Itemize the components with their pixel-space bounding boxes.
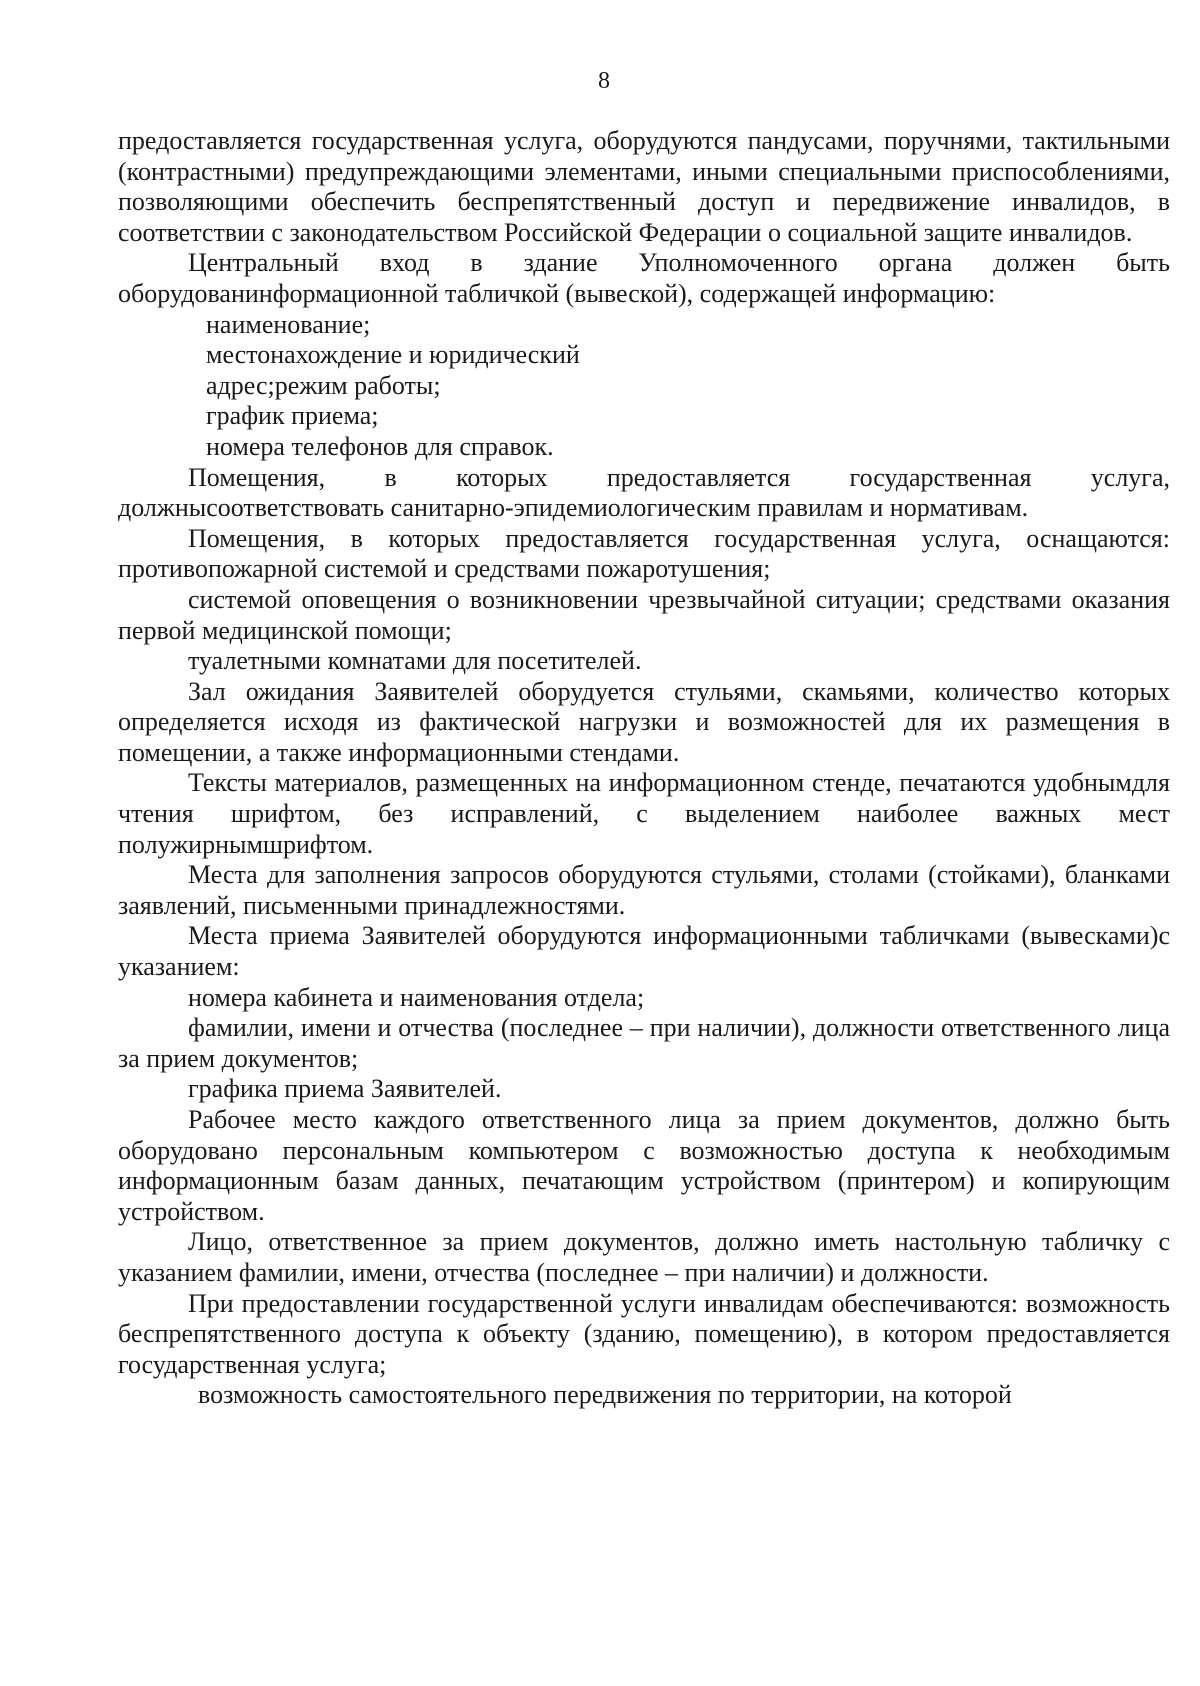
paragraph: Центральный вход в здание Уполномоченного органа должен быть оборудованинформационной табличкой (вывеской), содержащей информацию: [118,248,1170,308]
paragraph: Помещения, в которых предоставляется государственная услуга, оснащаются: противопожарной системой и средствами пожаротушения; [118,523,1170,584]
paragraph: туалетными комнатами для посетителей. [188,646,642,676]
list-item: наименование; [206,309,371,339]
document-body [118,126,1170,1411]
paragraph: При предоставлении государственной услуги инвалидам обеспечиваются: возможность беспрепятственного доступа к объекту (зданию, помещению), в котором предоставляется государственная услуга; [118,1288,1170,1379]
list-item: график приема; [206,401,379,431]
list-item: номера телефонов для справок. [206,431,554,461]
paragraph: Зал ожидания Заявителей оборудуется стульями, скамьями, количество которых определяется исходя из фактической нагрузки и возможностей для их размещения в помещении, а также информационными стендами. [118,676,1170,767]
paragraph: Места приема Заявителей оборудуются информационными табличками (вывесками)с указанием: [118,921,1170,982]
paragraph: графика приема Заявителей. [188,1074,502,1104]
paragraph: Места для заполнения запросов оборудуются стульями, столами (стойками), бланками заявлений, письменными принадлежностями. [118,860,1170,920]
paragraph: возможность самостоятельного передвижения по территории, на которой [198,1380,1012,1410]
paragraph: номера кабинета и наименования отдела; [188,982,645,1012]
paragraph: предоставляется государственная услуга, оборудуются пандусами, поручнями, тактильными (контрастными) предупреждающими элементами, иными специальными приспособлениями, позволяющими обеспечить беспрепятственный доступ и передвижение инвалидов, в соответствии с законодательством Российской Федерации о социальной защите инвалидов. [118,126,1170,247]
paragraph: Рабочее место каждого ответственного лица за прием документов, должно быть оборудовано персональным компьютером с возможностью доступа к необходимым информационным базам данных, печатающим устройством (принтером) и копирующим устройством. [118,1105,1170,1226]
list-item: местонахождение и юридический [206,340,580,370]
paragraph: Лицо, ответственное за прием документов, должно иметь настольную табличку с указанием фамилии, имени, отчества (последнее – при наличии) и должности. [118,1227,1170,1287]
paragraph: фамилии, имени и отчества (последнее – при наличии), должности ответственного лица за прием документов; [118,1013,1170,1073]
list-item: адрес;режим работы; [206,370,441,400]
paragraph: Тексты материалов, размещенных на информационном стенде, печатаются удобнымдля чтения шрифтом, без исправлений, с выделением наиболее важных мест полужирнымшрифтом. [118,768,1170,859]
paragraph: системой оповещения о возникновении чрезвычайной ситуации; средствами оказания первой медицинской помощи; [118,584,1170,645]
paragraph: Помещения, в которых предоставляется государственная услуга, должнысоответствовать санитарно-эпидемиологическим правилам и нормативам. [118,462,1170,523]
page-number: 8 [598,68,610,94]
